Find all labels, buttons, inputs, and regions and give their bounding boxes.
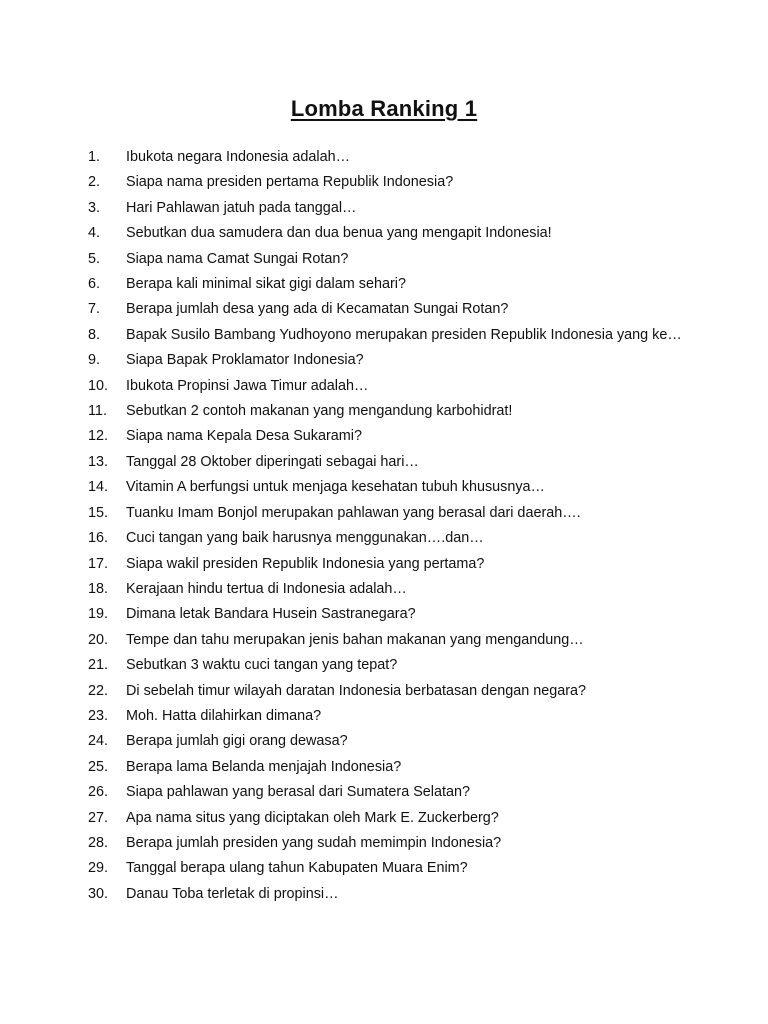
question-item xyxy=(88,526,688,551)
question-text: Tuanku Imam Bonjol merupakan pahlawan yang berasal dari daerah…. xyxy=(126,504,581,521)
question-text: Tanggal 28 Oktober diperingati sebagai hari… xyxy=(126,453,419,470)
question-item xyxy=(88,806,688,831)
question-number: 30. xyxy=(88,885,109,902)
question-item xyxy=(88,780,688,805)
question-text: Apa nama situs yang diciptakan oleh Mark E. Zuckerberg? xyxy=(126,809,499,826)
question-text: Cuci tangan yang baik harusnya menggunakan….dan… xyxy=(126,530,484,547)
question-number: 26. xyxy=(88,784,109,801)
question-text: Ibukota Propinsi Jawa Timur adalah… xyxy=(126,377,369,394)
question-item xyxy=(88,196,688,221)
question-item xyxy=(88,882,688,907)
question-number: 15. xyxy=(88,504,109,521)
question-item xyxy=(88,755,688,780)
question-item xyxy=(88,374,688,399)
question-item xyxy=(88,247,688,272)
question-item xyxy=(88,628,688,653)
question-text: Sebutkan dua samudera dan dua benua yang mengapit Indonesia! xyxy=(126,225,552,242)
question-list xyxy=(88,145,688,907)
question-text: Sebutkan 3 waktu cuci tangan yang tepat? xyxy=(126,657,398,674)
question-text: Siapa Bapak Proklamator Indonesia? xyxy=(126,352,364,369)
question-item xyxy=(88,577,688,602)
question-number: 5. xyxy=(88,250,101,267)
question-number: 29. xyxy=(88,860,109,877)
question-text: Siapa nama Kepala Desa Sukarami? xyxy=(126,428,362,445)
question-number: 3. xyxy=(88,199,101,216)
question-number: 28. xyxy=(88,834,109,851)
question-number: 27. xyxy=(88,809,109,826)
question-item xyxy=(88,602,688,627)
question-item xyxy=(88,552,688,577)
question-number: 23. xyxy=(88,707,109,724)
question-item xyxy=(88,475,688,500)
question-number: 10. xyxy=(88,377,109,394)
question-number: 1. xyxy=(88,149,101,165)
question-text: Berapa jumlah presiden yang sudah memimpin Indonesia? xyxy=(126,834,502,851)
question-text: Tanggal berapa ulang tahun Kabupaten Muara Enim? xyxy=(126,860,468,877)
question-item xyxy=(88,424,688,449)
question-number: 21. xyxy=(88,657,109,674)
question-text: Berapa jumlah desa yang ada di Kecamatan Sungai Rotan? xyxy=(126,301,509,318)
question-item xyxy=(88,272,688,297)
question-number: 4. xyxy=(88,225,101,242)
question-number: 6. xyxy=(88,276,101,293)
question-item xyxy=(88,323,688,348)
question-number: 9. xyxy=(88,352,101,369)
question-text: Vitamin A berfungsi untuk menjaga kesehatan tubuh khususnya… xyxy=(126,479,545,496)
question-text: Hari Pahlawan jatuh pada tanggal… xyxy=(126,199,357,216)
question-text: Berapa jumlah gigi orang dewasa? xyxy=(126,733,348,750)
question-item xyxy=(88,221,688,246)
question-item xyxy=(88,831,688,856)
question-number: 14. xyxy=(88,479,109,496)
question-item xyxy=(88,501,688,526)
question-item xyxy=(88,679,688,704)
question-item xyxy=(88,348,688,373)
question-number: 13. xyxy=(88,453,109,470)
question-item xyxy=(88,145,688,170)
question-text: Siapa wakil presiden Republik Indonesia yang pertama? xyxy=(126,555,485,572)
question-text: Moh. Hatta dilahirkan dimana? xyxy=(126,707,322,724)
question-number: 17. xyxy=(88,555,109,572)
question-item xyxy=(88,729,688,754)
question-item xyxy=(88,653,688,678)
question-number: 11. xyxy=(88,403,107,420)
question-text: Sebutkan 2 contoh makanan yang mengandung karbohidrat! xyxy=(126,403,513,420)
question-text: Berapa kali minimal sikat gigi dalam sehari? xyxy=(126,276,406,293)
question-text: Bapak Susilo Bambang Yudhoyono merupakan presiden Republik Indonesia yang ke… xyxy=(126,326,682,343)
question-text: Siapa nama presiden pertama Republik Indonesia? xyxy=(126,174,454,191)
question-text: Berapa lama Belanda menjajah Indonesia? xyxy=(126,758,402,775)
question-number: 22. xyxy=(88,682,109,699)
question-item xyxy=(88,399,688,424)
question-item xyxy=(88,450,688,475)
question-number: 20. xyxy=(88,631,109,648)
question-text: Danau Toba terletak di propinsi… xyxy=(126,885,339,902)
question-number: 7. xyxy=(88,301,101,318)
question-text: Tempe dan tahu merupakan jenis bahan makanan yang mengandung… xyxy=(126,631,584,648)
question-number: 24. xyxy=(88,733,109,750)
question-item xyxy=(88,856,688,881)
question-number: 2. xyxy=(88,174,101,191)
question-item xyxy=(88,297,688,322)
question-number: 8. xyxy=(88,326,101,343)
question-item xyxy=(88,170,688,195)
question-text: Dimana letak Bandara Husein Sastranegara? xyxy=(126,606,416,623)
question-number: 18. xyxy=(88,580,109,597)
question-number: 19. xyxy=(88,606,109,623)
question-number: 12. xyxy=(88,428,109,445)
question-number: 16. xyxy=(88,530,109,547)
question-text: Ibukota negara Indonesia adalah… xyxy=(126,149,351,165)
question-item xyxy=(88,704,688,729)
question-text: Siapa pahlawan yang berasal dari Sumatera Selatan? xyxy=(126,784,471,801)
question-number: 25. xyxy=(88,758,109,775)
question-text: Di sebelah timur wilayah daratan Indonesia berbatasan dengan negara? xyxy=(126,682,587,699)
question-text: Kerajaan hindu tertua di Indonesia adalah… xyxy=(126,580,407,597)
page-title: Lomba Ranking 1 xyxy=(290,96,478,121)
question-text: Siapa nama Camat Sungai Rotan? xyxy=(126,250,349,267)
